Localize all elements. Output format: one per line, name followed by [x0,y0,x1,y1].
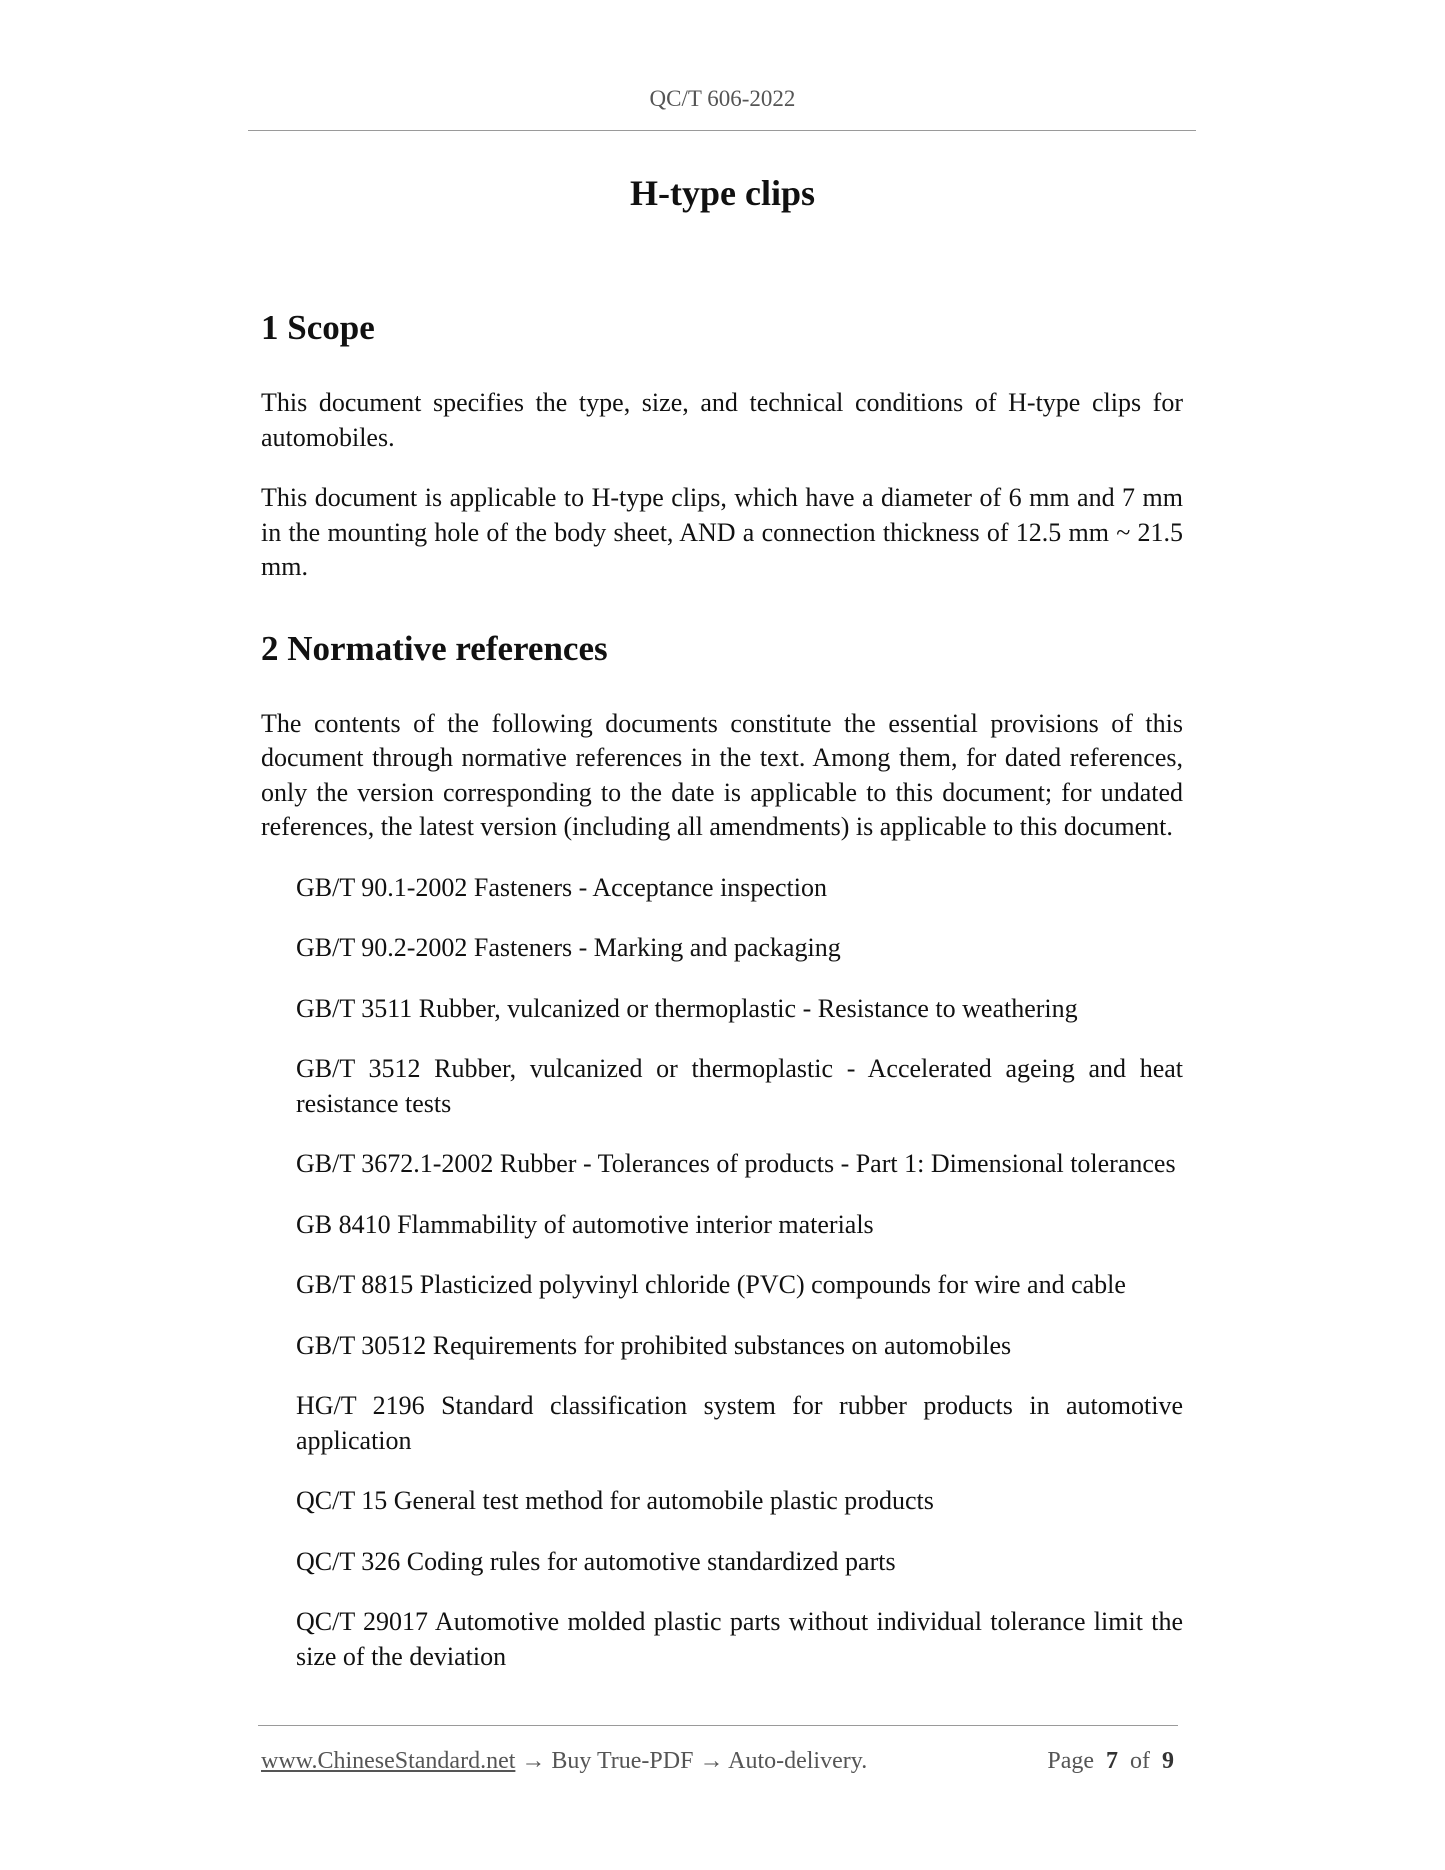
chinesestandard-link[interactable]: www.ChineseStandard.net [261,1748,516,1774]
section-heading-normative-references: 2 Normative references [261,628,608,668]
document-title: H-type clips [630,173,815,213]
of-label: of [1130,1748,1150,1774]
normative-intro-paragraph: The contents of the following documents constitute the essential provisions of this document through normative references in the text. Among them, for dated references, only the version corresponding to the date is applicable to this document; for undated references, the latest version (including all amendments) is applicable to this document. [261,708,1183,841]
reference-item: GB/T 8815 Plasticized polyvinyl chloride (PVC) compounds for wire and cable [296,1270,1126,1299]
total-pages: 9 [1162,1748,1174,1774]
reference-list [296,871,1183,1675]
footer-tagline: → Buy True-PDF → Auto-delivery. [515,1748,868,1774]
reference-item: GB/T 90.2-2002 Fasteners - Marking and packaging [296,933,841,962]
reference-item: GB/T 3512 Rubber, vulcanized or thermoplastic - Accelerated ageing and heat resistance tests [296,1054,1183,1118]
page-number [1047,1748,1174,1775]
page-footer [261,1748,1174,1775]
reference-item: GB/T 30512 Requirements for prohibited substances on automobiles [296,1330,1012,1360]
reference-item: GB/T 3511 Rubber, vulcanized or thermoplastic - Resistance to weathering [296,993,1078,1023]
document-body [261,304,1183,1700]
reference-item: HG/T 2196 Standard classification system for rubber products in automotive application [296,1391,1183,1455]
reference-item: GB 8410 Flammability of automotive interior materials [296,1209,874,1239]
current-page: 7 [1106,1748,1118,1774]
reference-item: GB/T 3672.1-2002 Rubber - Tolerances of products - Part 1: Dimensional tolerances [296,1149,1176,1178]
footer-promo [261,1748,867,1775]
reference-item: QC/T 326 Coding rules for automotive standardized parts [296,1546,896,1576]
scope-paragraph: This document specifies the type, size, and technical conditions of H-type clips for automobiles. [261,388,1183,452]
header-divider [248,130,1196,131]
reference-item: QC/T 15 General test method for automobile plastic products [296,1486,934,1515]
footer-divider [258,1725,1178,1726]
section-heading-scope: 1 Scope [261,308,375,347]
scope-paragraph: This document is applicable to H-type clips, which have a diameter of 6 mm and 7 mm in the mounting hole of the body sheet, AND a connection thickness of 12.5 mm ~ 21.5 mm. [261,483,1183,581]
document-code-header: QC/T 606-2022 [649,86,796,111]
reference-item: GB/T 90.1-2002 Fasteners - Acceptance inspection [296,872,827,902]
page-label: Page [1047,1748,1094,1774]
reference-item: QC/T 29017 Automotive molded plastic parts without individual tolerance limit the size of the deviation [296,1607,1183,1671]
